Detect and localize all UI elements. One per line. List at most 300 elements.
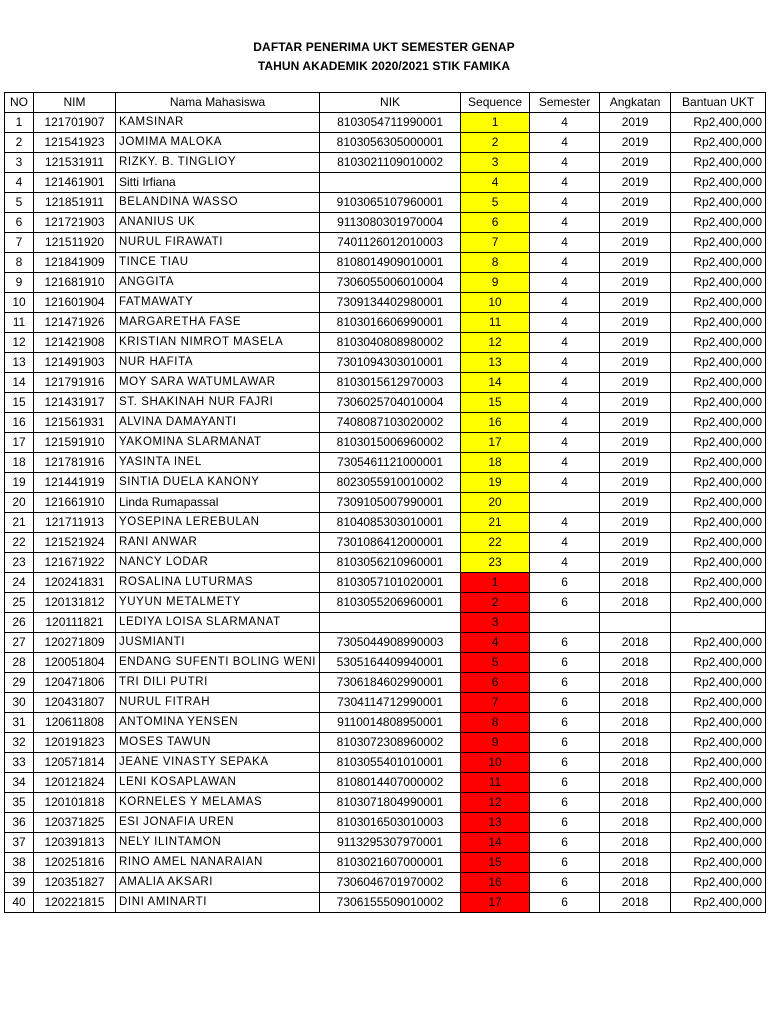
cell-angkatan: 2019 bbox=[600, 113, 671, 133]
cell-sequence: 23 bbox=[461, 553, 530, 573]
cell-sequence: 20 bbox=[461, 493, 530, 513]
cell-sequence: 9 bbox=[461, 733, 530, 753]
header-bantuan-ukt: Bantuan UKT bbox=[671, 93, 766, 113]
cell-angkatan: 2019 bbox=[600, 313, 671, 333]
cell-angkatan: 2018 bbox=[600, 833, 671, 853]
cell-no: 10 bbox=[5, 293, 34, 313]
cell-no: 39 bbox=[5, 873, 34, 893]
cell-nim: 120431807 bbox=[34, 693, 116, 713]
cell-bantuan-ukt: Rp2,400,000 bbox=[671, 353, 766, 373]
table-row bbox=[5, 413, 766, 433]
cell-nim: 121781916 bbox=[34, 453, 116, 473]
cell-nik: 7309134402980001 bbox=[320, 293, 461, 313]
cell-semester: 4 bbox=[530, 433, 600, 453]
table-row bbox=[5, 773, 766, 793]
cell-bantuan-ukt: Rp2,400,000 bbox=[671, 813, 766, 833]
cell-nik: 8103056305000001 bbox=[320, 133, 461, 153]
cell-angkatan: 2019 bbox=[600, 433, 671, 453]
cell-angkatan: 2018 bbox=[600, 673, 671, 693]
cell-nim: 121471926 bbox=[34, 313, 116, 333]
cell-nama: LENI KOSAPLAWAN bbox=[116, 773, 320, 793]
table-row bbox=[5, 613, 766, 633]
cell-nama: NURUL FITRAH bbox=[116, 693, 320, 713]
table-row bbox=[5, 653, 766, 673]
cell-nik: 8103016503010003 bbox=[320, 813, 461, 833]
cell-sequence: 2 bbox=[461, 593, 530, 613]
cell-angkatan bbox=[600, 613, 671, 633]
cell-angkatan: 2019 bbox=[600, 473, 671, 493]
cell-semester: 6 bbox=[530, 893, 600, 913]
cell-sequence: 1 bbox=[461, 113, 530, 133]
cell-no: 23 bbox=[5, 553, 34, 573]
cell-nim: 121721903 bbox=[34, 213, 116, 233]
cell-semester: 4 bbox=[530, 113, 600, 133]
cell-no: 22 bbox=[5, 533, 34, 553]
cell-semester: 6 bbox=[530, 633, 600, 653]
cell-nik: 7306184602990001 bbox=[320, 673, 461, 693]
cell-no: 12 bbox=[5, 333, 34, 353]
cell-nama: YUYUN METALMETY bbox=[116, 593, 320, 613]
cell-bantuan-ukt: Rp2,400,000 bbox=[671, 533, 766, 553]
cell-sequence: 7 bbox=[461, 693, 530, 713]
table-row bbox=[5, 793, 766, 813]
cell-nim: 120131812 bbox=[34, 593, 116, 613]
cell-nama: YASINTA INEL bbox=[116, 453, 320, 473]
cell-angkatan: 2018 bbox=[600, 893, 671, 913]
cell-nim: 121591910 bbox=[34, 433, 116, 453]
table-row bbox=[5, 193, 766, 213]
table-row bbox=[5, 353, 766, 373]
cell-sequence: 11 bbox=[461, 313, 530, 333]
cell-bantuan-ukt: Rp2,400,000 bbox=[671, 473, 766, 493]
cell-nim: 120221815 bbox=[34, 893, 116, 913]
cell-no: 2 bbox=[5, 133, 34, 153]
cell-nik: 9103065107960001 bbox=[320, 193, 461, 213]
cell-sequence: 3 bbox=[461, 613, 530, 633]
cell-angkatan: 2019 bbox=[600, 353, 671, 373]
cell-nama: TINCE TIAU bbox=[116, 253, 320, 273]
cell-semester: 4 bbox=[530, 513, 600, 533]
table-row bbox=[5, 253, 766, 273]
cell-bantuan-ukt: Rp2,400,000 bbox=[671, 673, 766, 693]
cell-nik: 9113080301970004 bbox=[320, 213, 461, 233]
cell-nama: MOY SARA WATUMLAWAR bbox=[116, 373, 320, 393]
cell-angkatan: 2019 bbox=[600, 413, 671, 433]
cell-nama: YOSEPINA LEREBULAN bbox=[116, 513, 320, 533]
cell-nama: RANI ANWAR bbox=[116, 533, 320, 553]
cell-nik: 8103071804990001 bbox=[320, 793, 461, 813]
cell-sequence: 21 bbox=[461, 513, 530, 533]
cell-semester: 4 bbox=[530, 213, 600, 233]
cell-semester: 6 bbox=[530, 673, 600, 693]
cell-semester: 4 bbox=[530, 153, 600, 173]
cell-nama: ESI JONAFIA UREN bbox=[116, 813, 320, 833]
cell-nim: 121701907 bbox=[34, 113, 116, 133]
cell-nim: 121681910 bbox=[34, 273, 116, 293]
cell-nim: 121711913 bbox=[34, 513, 116, 533]
cell-bantuan-ukt: Rp2,400,000 bbox=[671, 373, 766, 393]
cell-semester: 6 bbox=[530, 573, 600, 593]
cell-bantuan-ukt: Rp2,400,000 bbox=[671, 713, 766, 733]
cell-semester bbox=[530, 613, 600, 633]
cell-no: 21 bbox=[5, 513, 34, 533]
table-row bbox=[5, 733, 766, 753]
cell-nik: 7309105007990001 bbox=[320, 493, 461, 513]
cell-semester: 6 bbox=[530, 593, 600, 613]
cell-semester: 4 bbox=[530, 533, 600, 553]
cell-nama: AMALIA AKSARI bbox=[116, 873, 320, 893]
cell-bantuan-ukt: Rp2,400,000 bbox=[671, 753, 766, 773]
cell-nim: 120111821 bbox=[34, 613, 116, 633]
table-row bbox=[5, 813, 766, 833]
table-row bbox=[5, 573, 766, 593]
title-line-2: TAHUN AKADEMIK 2020/2021 STIK FAMIKA bbox=[257, 59, 511, 73]
cell-angkatan: 2018 bbox=[600, 753, 671, 773]
cell-nim: 121561931 bbox=[34, 413, 116, 433]
table-row bbox=[5, 833, 766, 853]
cell-nama: NUR HAFITA bbox=[116, 353, 320, 373]
cell-angkatan: 2019 bbox=[600, 253, 671, 273]
cell-bantuan-ukt: Rp2,400,000 bbox=[671, 793, 766, 813]
cell-nik: 8104085303010001 bbox=[320, 513, 461, 533]
cell-nama: ENDANG SUFENTI BOLING WENI bbox=[116, 653, 320, 673]
cell-nik: 8103057101020001 bbox=[320, 573, 461, 593]
table-row bbox=[5, 173, 766, 193]
cell-sequence: 12 bbox=[461, 333, 530, 353]
cell-no: 17 bbox=[5, 433, 34, 453]
cell-bantuan-ukt: Rp2,400,000 bbox=[671, 593, 766, 613]
table-row bbox=[5, 633, 766, 653]
header-nim: NIM bbox=[34, 93, 116, 113]
cell-angkatan: 2019 bbox=[600, 513, 671, 533]
cell-angkatan: 2018 bbox=[600, 813, 671, 833]
cell-angkatan: 2019 bbox=[600, 333, 671, 353]
cell-nama: NELY ILINTAMON bbox=[116, 833, 320, 853]
cell-nim: 121441919 bbox=[34, 473, 116, 493]
cell-semester: 4 bbox=[530, 173, 600, 193]
cell-no: 33 bbox=[5, 753, 34, 773]
cell-nim: 120101818 bbox=[34, 793, 116, 813]
cell-nim: 121511920 bbox=[34, 233, 116, 253]
table-row bbox=[5, 853, 766, 873]
cell-no: 37 bbox=[5, 833, 34, 853]
cell-angkatan: 2019 bbox=[600, 553, 671, 573]
table-row bbox=[5, 213, 766, 233]
cell-angkatan: 2018 bbox=[600, 773, 671, 793]
cell-bantuan-ukt: Rp2,400,000 bbox=[671, 653, 766, 673]
cell-nama: JOMIMA MALOKA bbox=[116, 133, 320, 153]
cell-nim: 121521924 bbox=[34, 533, 116, 553]
cell-semester: 6 bbox=[530, 813, 600, 833]
cell-semester: 6 bbox=[530, 853, 600, 873]
cell-angkatan: 2019 bbox=[600, 453, 671, 473]
cell-no: 30 bbox=[5, 693, 34, 713]
cell-nama: MARGARETHA FASE bbox=[116, 313, 320, 333]
cell-nik: 7301094303010001 bbox=[320, 353, 461, 373]
table-row bbox=[5, 313, 766, 333]
cell-sequence: 10 bbox=[461, 293, 530, 313]
cell-no: 28 bbox=[5, 653, 34, 673]
cell-nama: FATMAWATY bbox=[116, 293, 320, 313]
cell-semester: 6 bbox=[530, 693, 600, 713]
cell-nama: ANGGITA bbox=[116, 273, 320, 293]
cell-bantuan-ukt: Rp2,400,000 bbox=[671, 833, 766, 853]
cell-sequence: 5 bbox=[461, 653, 530, 673]
cell-bantuan-ukt: Rp2,400,000 bbox=[671, 233, 766, 253]
cell-angkatan: 2018 bbox=[600, 653, 671, 673]
cell-nik: 5305164409940001 bbox=[320, 653, 461, 673]
cell-bantuan-ukt: Rp2,400,000 bbox=[671, 513, 766, 533]
cell-nim: 120271809 bbox=[34, 633, 116, 653]
cell-bantuan-ukt: Rp2,400,000 bbox=[671, 553, 766, 573]
cell-no: 5 bbox=[5, 193, 34, 213]
cell-nama: KAMSINAR bbox=[116, 113, 320, 133]
cell-no: 18 bbox=[5, 453, 34, 473]
cell-bantuan-ukt: Rp2,400,000 bbox=[671, 293, 766, 313]
cell-no: 19 bbox=[5, 473, 34, 493]
cell-semester: 4 bbox=[530, 473, 600, 493]
cell-sequence: 14 bbox=[461, 833, 530, 853]
cell-sequence: 6 bbox=[461, 673, 530, 693]
cell-nim: 121661910 bbox=[34, 493, 116, 513]
cell-sequence: 15 bbox=[461, 393, 530, 413]
cell-nim: 121431917 bbox=[34, 393, 116, 413]
cell-nama: ROSALINA LUTURMAS bbox=[116, 573, 320, 593]
table-row bbox=[5, 393, 766, 413]
cell-no: 15 bbox=[5, 393, 34, 413]
table-row bbox=[5, 233, 766, 253]
cell-sequence: 17 bbox=[461, 893, 530, 913]
cell-nim: 121461901 bbox=[34, 173, 116, 193]
cell-nik: 8103055401010001 bbox=[320, 753, 461, 773]
cell-nim: 120471806 bbox=[34, 673, 116, 693]
table-row bbox=[5, 673, 766, 693]
cell-sequence: 13 bbox=[461, 353, 530, 373]
cell-bantuan-ukt: Rp2,400,000 bbox=[671, 133, 766, 153]
cell-angkatan: 2019 bbox=[600, 133, 671, 153]
cell-nama: JUSMIANTI bbox=[116, 633, 320, 653]
cell-nik: 7408087103020002 bbox=[320, 413, 461, 433]
cell-angkatan: 2019 bbox=[600, 273, 671, 293]
cell-nim: 120371825 bbox=[34, 813, 116, 833]
cell-bantuan-ukt: Rp2,400,000 bbox=[671, 173, 766, 193]
cell-nik: 9110014808950001 bbox=[320, 713, 461, 733]
document-title bbox=[0, 38, 768, 76]
cell-semester: 4 bbox=[530, 333, 600, 353]
cell-nik: 7304114712990001 bbox=[320, 693, 461, 713]
cell-nama: BELANDINA WASSO bbox=[116, 193, 320, 213]
cell-angkatan: 2018 bbox=[600, 713, 671, 733]
cell-bantuan-ukt: Rp2,400,000 bbox=[671, 313, 766, 333]
cell-nim: 121671922 bbox=[34, 553, 116, 573]
cell-semester: 6 bbox=[530, 753, 600, 773]
cell-nik bbox=[320, 173, 461, 193]
cell-bantuan-ukt: Rp2,400,000 bbox=[671, 733, 766, 753]
cell-sequence: 13 bbox=[461, 813, 530, 833]
cell-no: 27 bbox=[5, 633, 34, 653]
cell-bantuan-ukt: Rp2,400,000 bbox=[671, 873, 766, 893]
cell-bantuan-ukt: Rp2,400,000 bbox=[671, 413, 766, 433]
cell-nim: 120121824 bbox=[34, 773, 116, 793]
cell-nama: YAKOMINA SLARMANAT bbox=[116, 433, 320, 453]
cell-bantuan-ukt bbox=[671, 613, 766, 633]
cell-bantuan-ukt: Rp2,400,000 bbox=[671, 333, 766, 353]
cell-nik: 8103021109010002 bbox=[320, 153, 461, 173]
cell-semester: 4 bbox=[530, 353, 600, 373]
cell-nama: KORNELES Y MELAMAS bbox=[116, 793, 320, 813]
cell-nama: NANCY LODAR bbox=[116, 553, 320, 573]
cell-no: 1 bbox=[5, 113, 34, 133]
cell-no: 35 bbox=[5, 793, 34, 813]
cell-nama: ALVINA DAMAYANTI bbox=[116, 413, 320, 433]
header-nik: NIK bbox=[320, 93, 461, 113]
cell-nik: 8103056210960001 bbox=[320, 553, 461, 573]
table-row bbox=[5, 873, 766, 893]
cell-nama: LEDIYA LOISA SLARMANAT bbox=[116, 613, 320, 633]
cell-semester: 4 bbox=[530, 133, 600, 153]
cell-no: 13 bbox=[5, 353, 34, 373]
table-row bbox=[5, 893, 766, 913]
cell-no: 6 bbox=[5, 213, 34, 233]
cell-bantuan-ukt: Rp2,400,000 bbox=[671, 633, 766, 653]
cell-sequence: 22 bbox=[461, 533, 530, 553]
cell-semester: 6 bbox=[530, 653, 600, 673]
cell-semester: 4 bbox=[530, 313, 600, 333]
cell-no: 20 bbox=[5, 493, 34, 513]
cell-nik: 8103015006960002 bbox=[320, 433, 461, 453]
cell-nik: 8108014909010001 bbox=[320, 253, 461, 273]
cell-nim: 120351827 bbox=[34, 873, 116, 893]
cell-sequence: 16 bbox=[461, 873, 530, 893]
cell-nim: 120241831 bbox=[34, 573, 116, 593]
header-nama-mahasiswa: Nama Mahasiswa bbox=[116, 93, 320, 113]
cell-nim: 120571814 bbox=[34, 753, 116, 773]
cell-semester: 4 bbox=[530, 373, 600, 393]
cell-sequence: 19 bbox=[461, 473, 530, 493]
cell-bantuan-ukt: Rp2,400,000 bbox=[671, 433, 766, 453]
cell-sequence: 14 bbox=[461, 373, 530, 393]
cell-nim: 121531911 bbox=[34, 153, 116, 173]
cell-no: 32 bbox=[5, 733, 34, 753]
cell-nik: 8103015612970003 bbox=[320, 373, 461, 393]
cell-bantuan-ukt: Rp2,400,000 bbox=[671, 853, 766, 873]
table-row bbox=[5, 153, 766, 173]
cell-angkatan: 2018 bbox=[600, 853, 671, 873]
cell-sequence: 16 bbox=[461, 413, 530, 433]
cell-no: 40 bbox=[5, 893, 34, 913]
cell-nama: ANTOMINA YENSEN bbox=[116, 713, 320, 733]
table-row bbox=[5, 293, 766, 313]
cell-no: 25 bbox=[5, 593, 34, 613]
cell-angkatan: 2018 bbox=[600, 633, 671, 653]
cell-nim: 121791916 bbox=[34, 373, 116, 393]
cell-no: 14 bbox=[5, 373, 34, 393]
cell-nama: ANANIUS UK bbox=[116, 213, 320, 233]
cell-nama: KRISTIAN NIMROT MASELA bbox=[116, 333, 320, 353]
cell-nim: 120051804 bbox=[34, 653, 116, 673]
cell-nama: SINTIA DUELA KANONY bbox=[116, 473, 320, 493]
cell-semester: 4 bbox=[530, 293, 600, 313]
cell-no: 9 bbox=[5, 273, 34, 293]
cell-semester: 6 bbox=[530, 833, 600, 853]
table-row bbox=[5, 273, 766, 293]
cell-no: 31 bbox=[5, 713, 34, 733]
cell-angkatan: 2019 bbox=[600, 493, 671, 513]
cell-nik: 7305044908990003 bbox=[320, 633, 461, 653]
cell-no: 24 bbox=[5, 573, 34, 593]
cell-nim: 121491903 bbox=[34, 353, 116, 373]
cell-nim: 120251816 bbox=[34, 853, 116, 873]
cell-nik: 7306155509010002 bbox=[320, 893, 461, 913]
cell-semester: 4 bbox=[530, 273, 600, 293]
table-row bbox=[5, 493, 766, 513]
cell-bantuan-ukt: Rp2,400,000 bbox=[671, 213, 766, 233]
cell-sequence: 18 bbox=[461, 453, 530, 473]
cell-bantuan-ukt: Rp2,400,000 bbox=[671, 393, 766, 413]
title-line-1: DAFTAR PENERIMA UKT SEMESTER GENAP bbox=[253, 40, 515, 54]
table-row bbox=[5, 373, 766, 393]
table-row bbox=[5, 133, 766, 153]
cell-sequence: 10 bbox=[461, 753, 530, 773]
cell-nim: 121601904 bbox=[34, 293, 116, 313]
cell-angkatan: 2019 bbox=[600, 233, 671, 253]
cell-angkatan: 2019 bbox=[600, 153, 671, 173]
table-row bbox=[5, 713, 766, 733]
cell-nik: 7306046701970002 bbox=[320, 873, 461, 893]
header-angkatan: Angkatan bbox=[600, 93, 671, 113]
cell-nim: 120611808 bbox=[34, 713, 116, 733]
cell-bantuan-ukt: Rp2,400,000 bbox=[671, 273, 766, 293]
cell-nama: DINI AMINARTI bbox=[116, 893, 320, 913]
table-row bbox=[5, 693, 766, 713]
cell-nama: ST. SHAKINAH NUR FAJRI bbox=[116, 393, 320, 413]
cell-no: 36 bbox=[5, 813, 34, 833]
header-sequence: Sequence bbox=[461, 93, 530, 113]
cell-sequence: 9 bbox=[461, 273, 530, 293]
cell-bantuan-ukt: Rp2,400,000 bbox=[671, 453, 766, 473]
cell-angkatan: 2019 bbox=[600, 293, 671, 313]
cell-nama: MOSES TAWUN bbox=[116, 733, 320, 753]
header-no: NO bbox=[5, 93, 34, 113]
cell-bantuan-ukt: Rp2,400,000 bbox=[671, 113, 766, 133]
cell-nik: 8108014407000002 bbox=[320, 773, 461, 793]
header-semester: Semester bbox=[530, 93, 600, 113]
cell-nik bbox=[320, 613, 461, 633]
cell-no: 7 bbox=[5, 233, 34, 253]
table-row bbox=[5, 553, 766, 573]
cell-semester: 6 bbox=[530, 873, 600, 893]
cell-angkatan: 2018 bbox=[600, 593, 671, 613]
cell-nik: 7306025704010004 bbox=[320, 393, 461, 413]
cell-no: 8 bbox=[5, 253, 34, 273]
cell-bantuan-ukt: Rp2,400,000 bbox=[671, 893, 766, 913]
cell-semester: 6 bbox=[530, 793, 600, 813]
cell-angkatan: 2019 bbox=[600, 393, 671, 413]
cell-semester: 4 bbox=[530, 193, 600, 213]
cell-semester: 4 bbox=[530, 553, 600, 573]
table-row bbox=[5, 333, 766, 353]
cell-sequence: 17 bbox=[461, 433, 530, 453]
table-row bbox=[5, 473, 766, 493]
recipient-table bbox=[4, 92, 766, 913]
cell-nama: RINO AMEL NANARAIAN bbox=[116, 853, 320, 873]
cell-semester: 6 bbox=[530, 733, 600, 753]
cell-nik: 8103021607000001 bbox=[320, 853, 461, 873]
cell-nik: 7301086412000001 bbox=[320, 533, 461, 553]
cell-sequence: 1 bbox=[461, 573, 530, 593]
table-row bbox=[5, 593, 766, 613]
cell-no: 11 bbox=[5, 313, 34, 333]
